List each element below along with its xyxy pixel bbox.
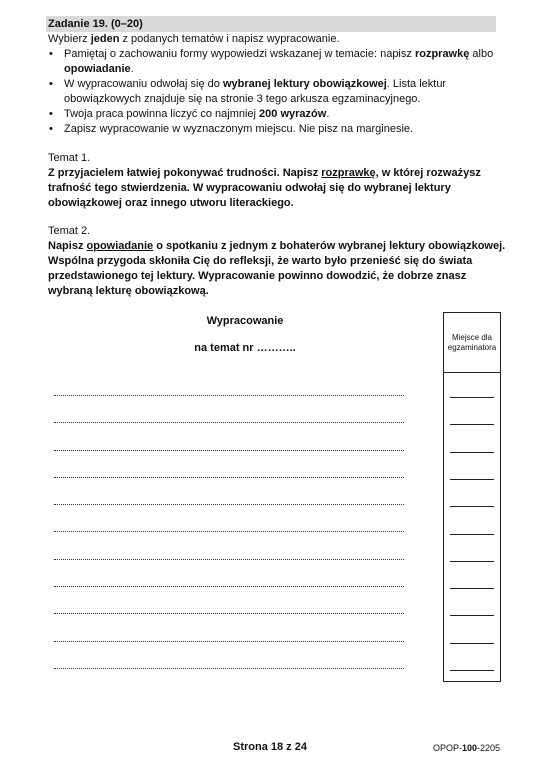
topic-1-label: Temat 1. bbox=[48, 152, 91, 164]
score-slot[interactable] bbox=[450, 452, 494, 453]
instructions-list bbox=[48, 47, 508, 137]
writing-line[interactable] bbox=[54, 586, 404, 587]
instruction-item: • Twoja praca powinna liczyć co najmniej 200 wyrazów. bbox=[49, 108, 330, 120]
score-slot[interactable] bbox=[450, 561, 494, 562]
exam-code: OPOP-100-2205 bbox=[433, 743, 501, 753]
score-slot[interactable] bbox=[450, 643, 494, 644]
instructions-intro: Wybierz jeden z podanych tematów i napisz wypracowanie. bbox=[48, 33, 340, 45]
writing-line[interactable] bbox=[54, 531, 404, 532]
score-slot[interactable] bbox=[450, 424, 494, 425]
writing-line[interactable] bbox=[54, 395, 404, 396]
score-slot[interactable] bbox=[450, 397, 494, 398]
writing-line[interactable] bbox=[54, 422, 404, 423]
bullet-icon: • bbox=[49, 78, 53, 90]
topic-1-text: Z przyjacielem łatwiej pokonywać trudności. Napisz rozprawkę, w której rozważysz trafność tego stwierdzenia. W wypracowaniu odwołaj się do wybranej lektury obowiązkowej oraz innego utworu literackiego. bbox=[48, 167, 481, 209]
writing-line[interactable] bbox=[54, 450, 404, 451]
writing-line[interactable] bbox=[54, 613, 404, 614]
bullet-icon: • bbox=[49, 123, 53, 135]
writing-line[interactable] bbox=[54, 477, 404, 478]
topic-2-label: Temat 2. bbox=[48, 225, 91, 237]
bullet-icon: • bbox=[49, 48, 53, 60]
score-slot[interactable] bbox=[450, 479, 494, 480]
score-slot[interactable] bbox=[450, 588, 494, 589]
essay-title: Wypracowanie bbox=[206, 315, 284, 327]
topic-2 bbox=[48, 224, 508, 299]
writing-line[interactable] bbox=[54, 668, 404, 669]
writing-line[interactable] bbox=[54, 641, 404, 642]
topic-1 bbox=[48, 151, 508, 211]
score-slot[interactable] bbox=[450, 506, 494, 507]
task-header: Zadanie 19. (0–20) bbox=[46, 16, 496, 32]
topic-2-text: Napisz opowiadanie o spotkaniu z jednym z bohaterów wybranej lektury obowiązkowej. Wspólna przygoda skłoniła Cię do refleksji, że warto było przenieść się do świata przedstawionego tej lektury. Wypracowanie powinno dowodzić, że dobrze znasz wybraną lekturę obowiązkową. bbox=[48, 240, 506, 297]
bullet-icon: • bbox=[49, 108, 53, 120]
writing-line[interactable] bbox=[54, 504, 404, 505]
instruction-item: • Pamiętaj o zachowaniu formy wypowiedzi wskazanej w temacie: napisz rozprawkę albo opowiadanie. bbox=[49, 48, 494, 75]
essay-topic-number[interactable]: na temat nr ……….. bbox=[194, 342, 296, 354]
score-slot[interactable] bbox=[450, 615, 494, 616]
score-slot[interactable] bbox=[450, 534, 494, 535]
writing-area[interactable] bbox=[54, 395, 404, 695]
instruction-item: • Zapisz wypracowanie w wyznaczonym miejscu. Nie pisz na marginesie. bbox=[49, 123, 414, 135]
writing-line[interactable] bbox=[54, 559, 404, 560]
page-number: Strona 18 z 24 bbox=[233, 741, 307, 753]
instruction-item: • W wypracowaniu odwołaj się do wybranej lektury obowiązkowej. Lista lektur obowiązkowych znajduje się na stronie 3 tego arkusza egzaminacyjnego. bbox=[49, 78, 447, 105]
instructions bbox=[48, 32, 508, 137]
score-slot[interactable] bbox=[450, 670, 494, 671]
examiner-column bbox=[443, 312, 501, 682]
examiner-label: Miejsce dla egzaminatora bbox=[444, 313, 500, 373]
